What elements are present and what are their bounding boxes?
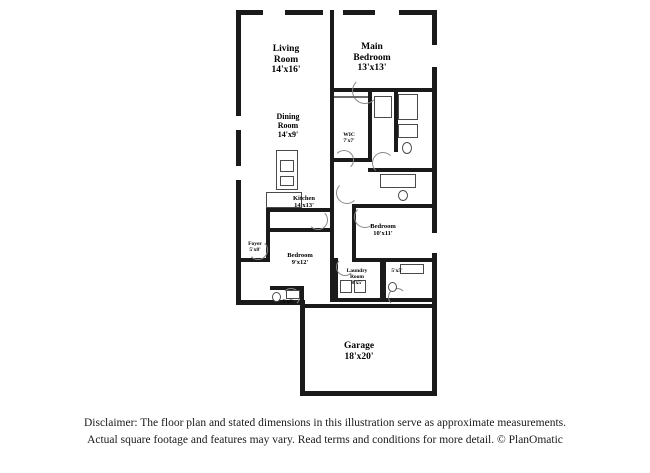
ensuite-shower	[374, 96, 392, 118]
disclaimer-line-1: Disclaimer: The floor plan and stated dimensions in this illustration serve as approximate measurements.	[83, 417, 567, 429]
window-top-1	[262, 10, 286, 15]
room-label-foyer: Foyer 5'x8'	[248, 241, 262, 254]
room-label-dining-room: Dining Room 14'x9'	[276, 112, 300, 139]
door-arc-wic	[334, 150, 354, 170]
hall-bath-tub	[380, 174, 416, 188]
wall-bed3-bottom	[352, 258, 432, 262]
wic-shelf	[334, 96, 368, 98]
disclaimer	[0, 415, 650, 448]
room-label-laundry-room: Laundry Room 8'x5'	[346, 268, 368, 287]
bath3-toilet	[388, 282, 397, 292]
wall-bath3-left	[384, 262, 386, 298]
ensuite-toilet	[402, 142, 412, 154]
door-arc-ensuite	[372, 152, 394, 174]
room-label-kitchen: Kitchen 14'x13'	[292, 195, 316, 210]
wall-wic-left	[330, 92, 334, 162]
window-right-2	[432, 232, 437, 254]
hall-bath-toilet	[398, 190, 408, 201]
door-arc-bedroom2	[308, 210, 328, 230]
window-top-3	[374, 10, 400, 15]
room-label-living-room: Living Room 14'x16'	[271, 44, 301, 76]
kitchen-sink	[280, 160, 294, 172]
bath2-vanity	[286, 290, 300, 299]
room-label-wic: WIC 7'x7'	[343, 132, 355, 145]
ensuite-tub	[398, 94, 418, 120]
room-label-bedroom-9x12: Bedroom 9'x12'	[287, 252, 313, 267]
wall-laundry-bottom	[334, 298, 436, 302]
room-label-main-bedroom: Main Bedroom 13'x13'	[353, 42, 391, 74]
window-left-2	[236, 165, 241, 181]
wall-garage-top	[300, 304, 437, 308]
wall-garage-left	[300, 300, 305, 396]
ensuite-vanity	[398, 124, 418, 138]
bath3-vanity	[400, 264, 424, 274]
room-label-garage: Garage 18'x20'	[343, 341, 375, 362]
disclaimer-line-2: Actual square footage and features may vary. Read terms and conditions for more detail. © PlanOmatic	[87, 433, 563, 446]
room-label-bath-lower-left: 5'x5'	[282, 299, 294, 305]
room-label-bath-right: 5'x5'	[391, 268, 403, 274]
wall-living-bedroom-divider	[330, 10, 334, 90]
window-left-1	[236, 115, 241, 131]
room-label-bedroom-10x11: Bedroom 10'x11'	[370, 223, 396, 238]
wall-garage-right	[432, 308, 437, 396]
bath2-toilet	[272, 292, 281, 302]
wall-main-bedroom-bottom	[382, 88, 432, 92]
wall-bath2-right	[300, 286, 304, 304]
wall-hall-vertical	[330, 162, 334, 210]
door-arc-hall-bath	[336, 182, 358, 204]
window-right-1	[432, 44, 437, 68]
wall-garage-bottom	[300, 391, 437, 396]
kitchen-range	[280, 176, 294, 186]
